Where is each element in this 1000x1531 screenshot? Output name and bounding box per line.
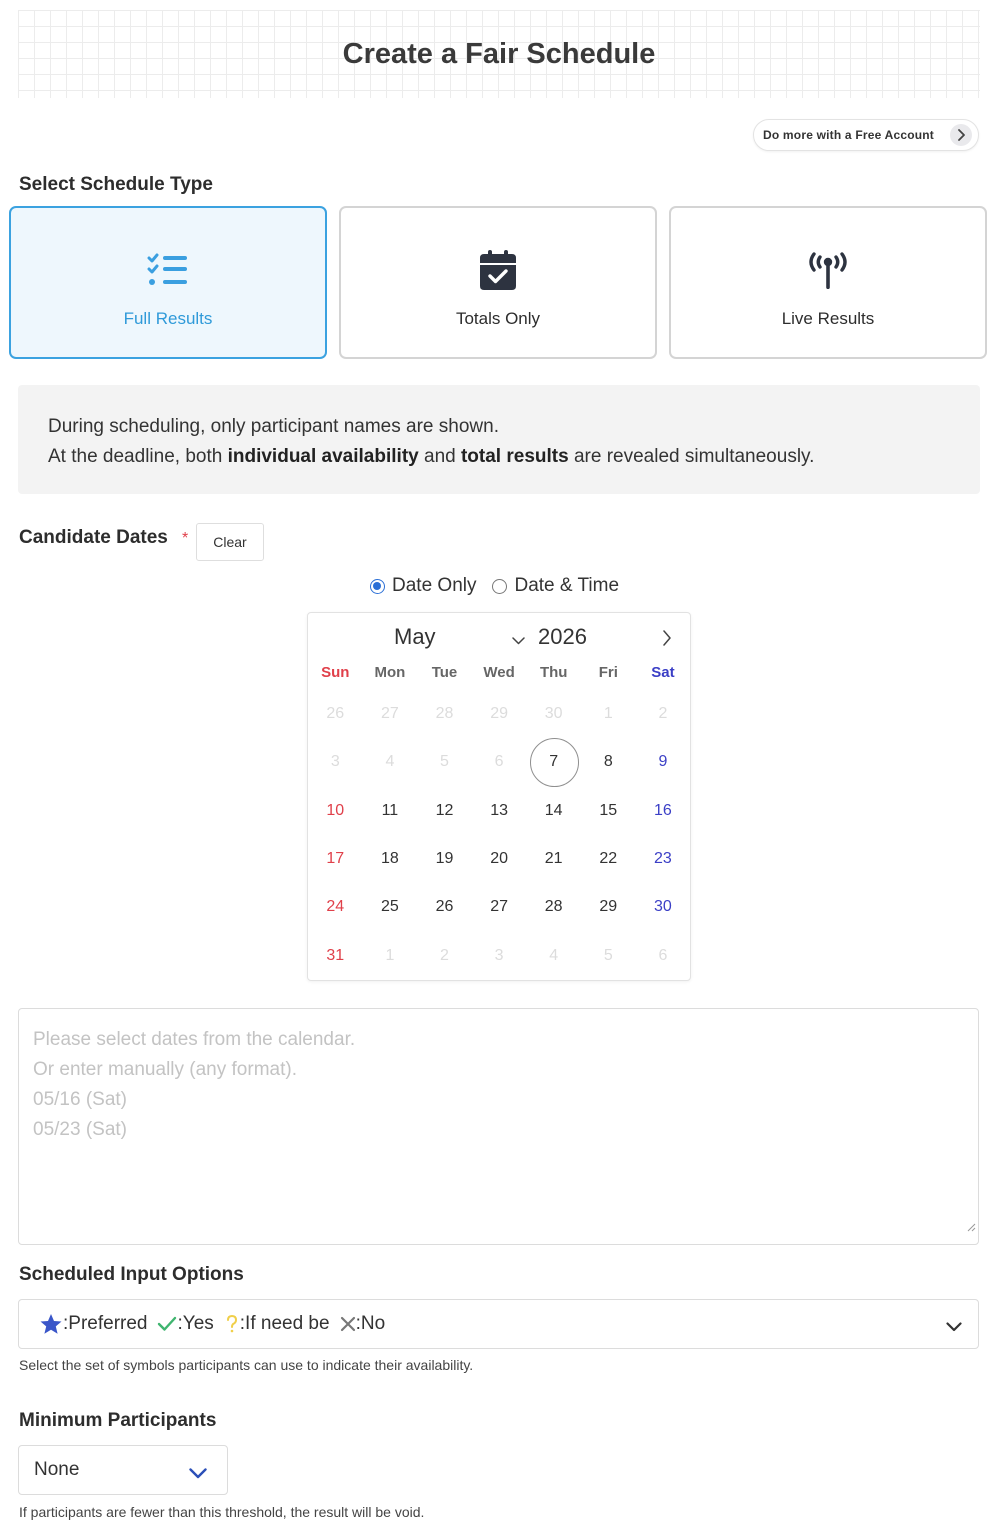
calendar-day[interactable]	[310, 787, 360, 835]
calendar-day-outside	[310, 738, 360, 786]
calendar-day-outside	[420, 738, 470, 786]
calendar-day[interactable]	[310, 835, 360, 883]
calendar-day-outside	[365, 690, 415, 738]
calendar-day-number: 23	[653, 849, 672, 867]
textarea-placeholder-line: 05/23 (Sat)	[33, 1119, 127, 1140]
calendar-day[interactable]	[583, 738, 633, 786]
calendar-day[interactable]	[529, 787, 579, 835]
calendar-day[interactable]	[420, 787, 470, 835]
description-line-2	[48, 442, 950, 472]
calendar-day[interactable]	[310, 932, 360, 980]
calendar-day-number: 30	[544, 705, 563, 722]
input-options-label: Scheduled Input Options	[19, 1264, 244, 1285]
free-account-label: Do more with a Free Account	[763, 128, 934, 142]
calendar-day[interactable]	[529, 883, 579, 931]
chevron-down-icon	[189, 1463, 207, 1485]
calendar-day-number: 25	[380, 898, 399, 916]
calendar-day-number: 1	[603, 705, 613, 722]
calendar-day[interactable]	[583, 787, 633, 835]
calendar-day-number: 29	[599, 898, 618, 916]
weekday-header: Thu	[539, 664, 568, 681]
chevron-down-icon	[946, 1316, 962, 1338]
calendar-day-number: 5	[603, 946, 613, 964]
calendar-day-number: 26	[435, 898, 454, 916]
calendar-day-number: 2	[658, 705, 668, 722]
calendar-day[interactable]	[474, 883, 524, 931]
weekday-header: Sat	[651, 664, 675, 681]
calendar-day-number: 26	[326, 705, 345, 722]
date-only-label[interactable]: Date Only	[392, 575, 477, 596]
schedule-type-live-results[interactable]	[669, 206, 987, 359]
calendar-day-number: 4	[549, 946, 559, 964]
calendar-day-number: 9	[658, 753, 668, 771]
date-time-radio[interactable]	[492, 579, 507, 594]
x-icon	[340, 1316, 356, 1332]
calendar-day-number: 15	[599, 801, 618, 819]
date-only-radio[interactable]	[370, 579, 385, 594]
broadcast-antenna-icon	[805, 248, 851, 292]
resize-handle-icon[interactable]	[966, 1212, 976, 1242]
schedule-type-label: Select Schedule Type	[19, 174, 213, 195]
free-account-button[interactable]	[753, 119, 979, 151]
textarea-placeholder-line: Please select dates from the calendar.	[33, 1029, 356, 1050]
input-options-select[interactable]	[18, 1299, 979, 1349]
calendar-day-outside	[365, 738, 415, 786]
chevron-right-icon	[950, 124, 972, 146]
calendar-day-number: 4	[385, 753, 395, 771]
calendar-day-number: 22	[599, 849, 618, 867]
option-no-text: :No	[355, 1313, 386, 1334]
calendar-day[interactable]	[638, 738, 688, 786]
calendar-day-number: 28	[544, 898, 563, 916]
calendar-day-outside	[638, 690, 688, 738]
clear-dates-button[interactable]: Clear	[196, 523, 264, 561]
option-if-need-be-text: :If need be	[239, 1313, 330, 1334]
calendar-day-number: 18	[380, 849, 399, 867]
calendar-day[interactable]	[529, 835, 579, 883]
calendar-day[interactable]	[583, 835, 633, 883]
required-mark: *	[182, 530, 189, 547]
calendar-day[interactable]	[583, 883, 633, 931]
calendar-day-number: 30	[653, 898, 672, 916]
schedule-type-label-live: Live Results	[781, 309, 875, 328]
page-title: Create a Fair Schedule	[342, 37, 656, 70]
description-bold-totals: total results	[460, 446, 569, 467]
description-text: At the deadline, both	[48, 446, 228, 467]
calendar-day-number: 20	[490, 849, 508, 867]
date-picker-calendar	[307, 612, 691, 981]
calendar-day-number: 13	[490, 801, 508, 819]
calendar-day[interactable]	[474, 787, 524, 835]
calendar-day[interactable]	[529, 738, 579, 786]
calendar-day-outside	[365, 932, 415, 980]
calendar-day[interactable]	[420, 835, 470, 883]
schedule-type-full-results[interactable]	[9, 206, 327, 359]
calendar-month-select[interactable]: May	[394, 624, 436, 649]
calendar-day-number: 12	[435, 801, 454, 819]
schedule-type-label-full: Full Results	[123, 309, 213, 328]
calendar-year-select[interactable]: 2026	[538, 624, 587, 649]
calendar-day-outside	[529, 932, 579, 980]
option-preferred-text: :Preferred	[63, 1313, 148, 1334]
description-text: are revealed simultaneously.	[568, 446, 815, 467]
question-icon	[224, 1314, 240, 1334]
check-icon	[157, 1315, 177, 1333]
schedule-type-description	[18, 385, 980, 494]
min-participants-value: None	[34, 1459, 80, 1480]
min-participants-select[interactable]	[18, 1445, 228, 1495]
weekday-header: Tue	[431, 664, 458, 681]
schedule-type-totals-only[interactable]	[339, 206, 657, 359]
calendar-day-number: 1	[385, 946, 395, 964]
candidate-dates-textarea[interactable]	[18, 1008, 979, 1245]
calendar-day-outside	[474, 690, 524, 738]
description-bold-individual: individual availability	[227, 446, 419, 467]
weekday-header: Mon	[374, 664, 406, 681]
calendar-day[interactable]	[365, 883, 415, 931]
calendar-day-number: 5	[440, 753, 449, 771]
calendar-day-number: 11	[381, 801, 399, 819]
calendar-day-number: 27	[490, 898, 508, 916]
calendar-day-number: 28	[435, 705, 454, 722]
calendar-day[interactable]	[638, 835, 688, 883]
calendar-day[interactable]	[638, 787, 688, 835]
calendar-day-outside	[420, 932, 470, 980]
chevron-down-icon[interactable]	[512, 632, 525, 650]
calendar-day-number: 19	[435, 849, 454, 867]
calendar-day-number: 24	[326, 898, 345, 916]
calendar-day[interactable]	[474, 835, 524, 883]
calendar-day-outside	[529, 690, 579, 738]
date-time-label[interactable]: Date & Time	[514, 575, 620, 596]
calendar-check-icon	[479, 248, 517, 292]
description-text: and	[418, 446, 461, 467]
calendar-day[interactable]	[638, 883, 688, 931]
calendar-day-number: 21	[544, 849, 563, 867]
calendar-day-outside	[638, 932, 688, 980]
calendar-day[interactable]	[365, 835, 415, 883]
description-line-1: During scheduling, only participant names are shown.	[48, 416, 499, 437]
calendar-day-outside	[474, 738, 524, 786]
min-participants-label: Minimum Participants	[19, 1410, 217, 1431]
weekday-header: Sun	[321, 664, 350, 681]
textarea-placeholder-line: Or enter manually (any format).	[33, 1059, 297, 1080]
calendar-day-number: 6	[494, 753, 504, 771]
calendar-day-number: 7	[549, 753, 559, 771]
calendar-day[interactable]	[365, 787, 415, 835]
calendar-day[interactable]	[310, 883, 360, 931]
calendar-day-number: 2	[440, 946, 449, 964]
page-header	[18, 10, 980, 98]
schedule-type-label-totals: Totals Only	[455, 309, 541, 328]
calendar-day-number: 29	[490, 705, 508, 722]
weekday-header: Wed	[483, 664, 515, 681]
calendar-day-number: 16	[653, 801, 672, 819]
calendar-day[interactable]	[420, 883, 470, 931]
calendar-day-number: 6	[658, 946, 668, 964]
calendar-day-outside	[583, 690, 633, 738]
calendar-day-number: 3	[494, 946, 504, 964]
calendar-day-number: 27	[380, 705, 399, 722]
calendar-day-outside	[474, 932, 524, 980]
calendar-day-number: 10	[326, 801, 345, 819]
calendar-day-number: 31	[326, 946, 345, 964]
weekday-header: Fri	[598, 664, 618, 681]
next-month-chevron-icon[interactable]	[662, 630, 672, 651]
textarea-placeholder-line: 05/16 (Sat)	[33, 1089, 127, 1110]
calendar-day-number: 17	[326, 849, 345, 867]
calendar-day-number: 3	[330, 753, 340, 771]
star-icon	[39, 1313, 63, 1335]
calendar-day-number: 8	[603, 753, 613, 771]
calendar-day-outside	[420, 690, 470, 738]
input-options-help: Select the set of symbols participants can use to indicate their availability.	[19, 1357, 474, 1373]
candidate-dates-label: Candidate Dates	[19, 527, 168, 548]
calendar-day-outside	[583, 932, 633, 980]
checklist-icon	[147, 248, 189, 292]
min-participants-help: If participants are fewer than this threshold, the result will be void.	[19, 1504, 425, 1520]
date-mode-radio-group	[370, 574, 619, 598]
calendar-day-number: 14	[544, 801, 563, 819]
option-yes-text: :Yes	[177, 1313, 214, 1334]
calendar-day-outside	[310, 690, 360, 738]
